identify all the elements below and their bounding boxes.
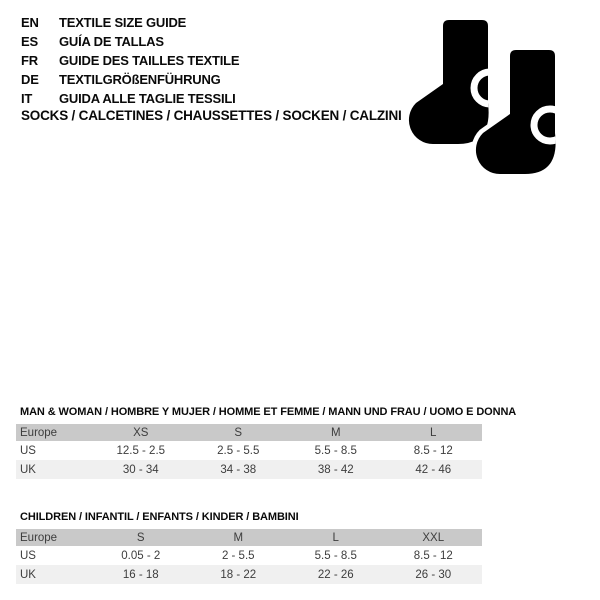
table-row — [16, 565, 482, 584]
language-row — [21, 89, 239, 108]
table-header-row — [16, 529, 482, 546]
region-cell: US — [20, 444, 36, 457]
size-cell: 16 - 18 — [122, 568, 159, 581]
size-cell: 34 - 38 — [220, 463, 257, 476]
size-cell: 0.05 - 2 — [121, 549, 161, 562]
region-cell: US — [20, 549, 36, 562]
size-cell: 8.5 - 12 — [413, 549, 453, 562]
column-header: L — [332, 531, 339, 544]
socks-pair-icon — [400, 5, 580, 185]
language-label: GUIDE DES TAILLES TEXTILE — [59, 53, 240, 68]
size-table-adult — [16, 406, 517, 479]
language-row — [21, 70, 239, 89]
language-row — [21, 32, 239, 51]
size-cell: 18 - 22 — [220, 568, 257, 581]
language-list — [21, 13, 239, 108]
column-header: Europe — [20, 531, 58, 544]
size-cell: 38 - 42 — [317, 463, 354, 476]
language-code: EN — [21, 15, 39, 30]
size-cell: 8.5 - 12 — [413, 444, 453, 457]
size-cell: 26 - 30 — [415, 568, 452, 581]
language-label: GUÍA DE TALLAS — [59, 34, 164, 49]
size-cell: 22 - 26 — [317, 568, 354, 581]
language-code: ES — [21, 34, 38, 49]
size-cell: 42 - 46 — [415, 463, 452, 476]
column-header: S — [136, 531, 145, 544]
column-header: M — [233, 531, 244, 544]
language-code: DE — [21, 72, 39, 87]
table-header-row — [16, 424, 482, 441]
column-header: XS — [133, 426, 149, 439]
language-row — [21, 51, 239, 70]
size-table-children — [16, 511, 482, 584]
table-title: MAN & WOMAN / HOMBRE Y MUJER / HOMME ET FEMME / MANN UND FRAU / UOMO E DONNA — [20, 406, 517, 418]
size-cell: 12.5 - 2.5 — [116, 444, 166, 457]
column-header: M — [330, 426, 341, 439]
table-row — [16, 460, 482, 479]
region-cell: UK — [20, 463, 36, 476]
size-cell: 2 - 5.5 — [221, 549, 255, 562]
language-label: TEXTILE SIZE GUIDE — [59, 15, 187, 30]
table-row — [16, 441, 482, 460]
size-cell: 2.5 - 5.5 — [217, 444, 260, 457]
region-cell: UK — [20, 568, 36, 581]
column-header: L — [430, 426, 437, 439]
size-cell: 5.5 - 8.5 — [314, 549, 357, 562]
language-label: GUIDA ALLE TAGLIE TESSILI — [59, 91, 236, 106]
language-code: FR — [21, 53, 38, 68]
column-header: XXL — [422, 531, 445, 544]
language-row — [21, 13, 239, 32]
column-header: S — [234, 426, 243, 439]
language-code: IT — [21, 91, 33, 106]
size-cell: 5.5 - 8.5 — [314, 444, 357, 457]
column-header: Europe — [20, 426, 58, 439]
size-cell: 30 - 34 — [122, 463, 159, 476]
table-title: CHILDREN / INFANTIL / ENFANTS / KINDER / BAMBINI — [20, 511, 299, 523]
table-row — [16, 546, 482, 565]
category-title: SOCKS / CALCETINES / CHAUSSETTES / SOCKEN / CALZINI — [21, 108, 402, 123]
language-label: TEXTILGRÖßENFÜHRUNG — [59, 72, 221, 87]
